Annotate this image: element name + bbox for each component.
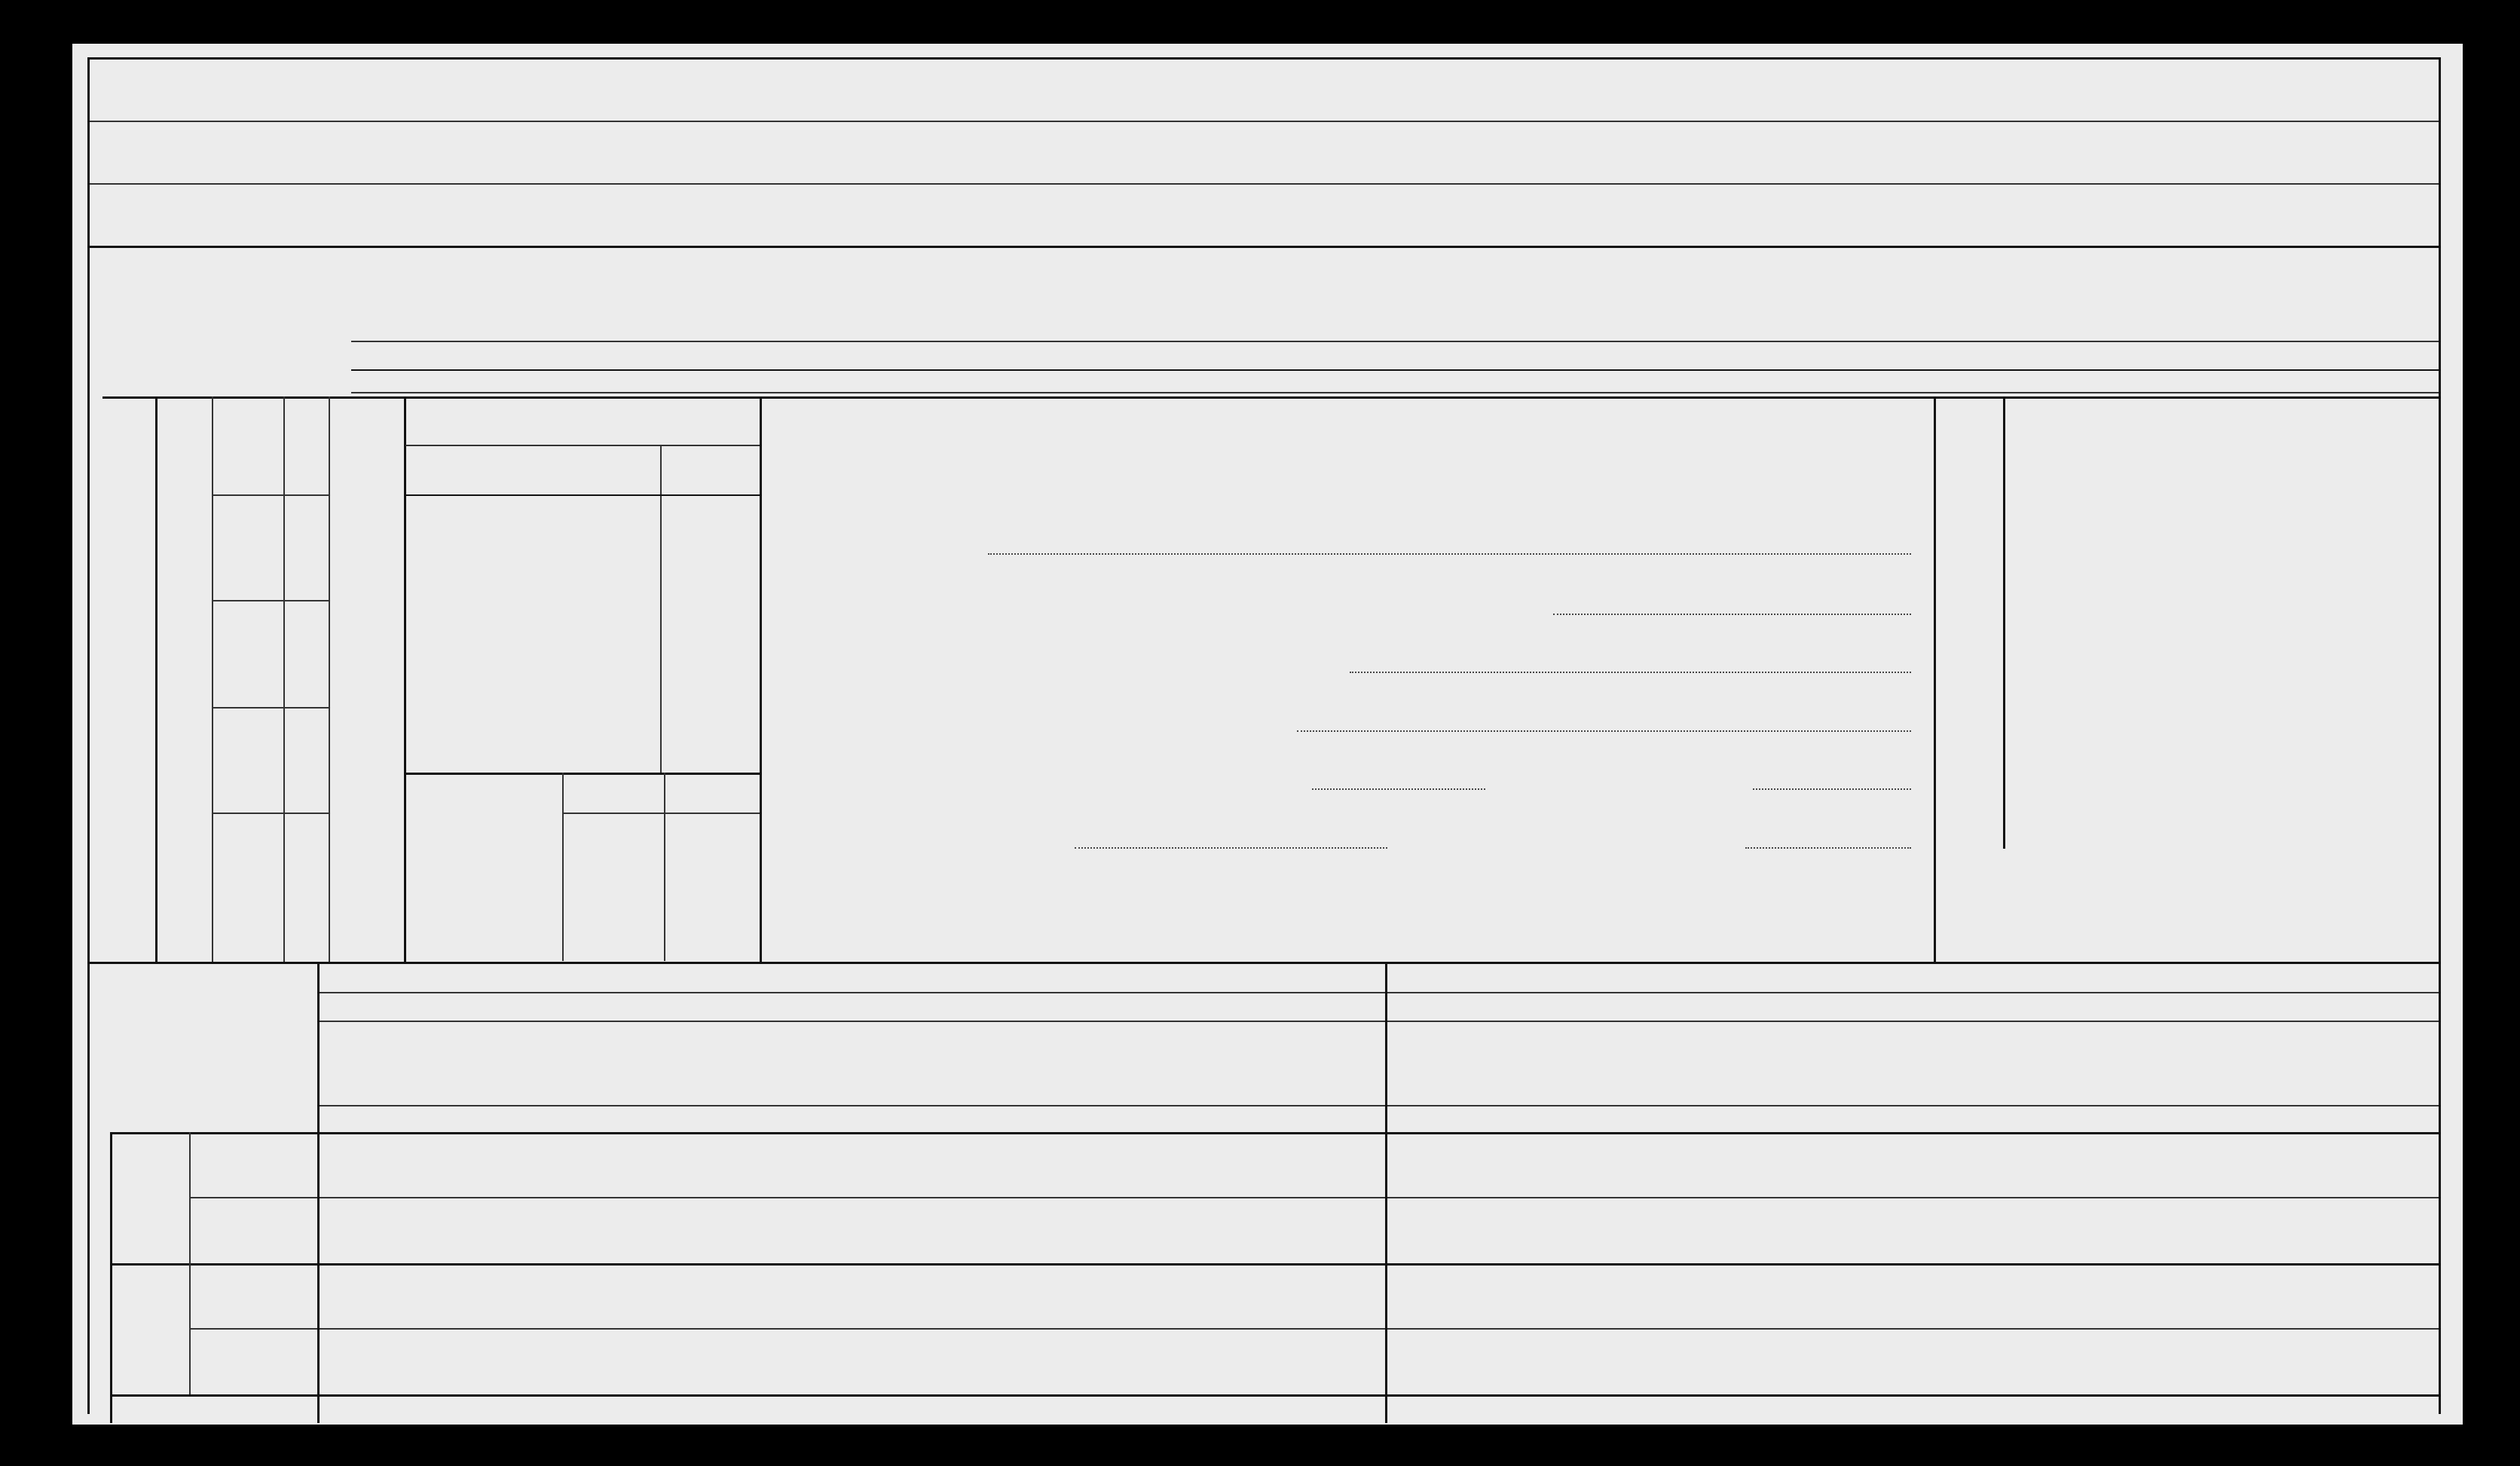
rule: [213, 494, 329, 496]
rule: [213, 600, 329, 601]
rule: [110, 1132, 2439, 1134]
rule: [1934, 396, 1936, 962]
fill-line: [1312, 788, 1485, 790]
rule: [1385, 962, 1387, 1423]
rule: [317, 992, 2439, 993]
rule: [317, 962, 320, 1423]
rule: [189, 1197, 2439, 1198]
rule: [110, 1132, 112, 1423]
fill-line: [1745, 847, 1911, 849]
rule: [2003, 396, 2005, 849]
rule: [405, 494, 760, 496]
rule: [351, 392, 2439, 393]
fill-line: [1297, 730, 1911, 732]
rule: [87, 183, 2439, 185]
fill-line: [1075, 847, 1387, 849]
rule: [351, 341, 2439, 342]
rule: [110, 1394, 2439, 1397]
rule: [283, 396, 285, 962]
group-vne-nadelnykh: [119, 1277, 164, 1390]
rule: [405, 445, 760, 446]
rule: [213, 707, 329, 709]
rule: [110, 1263, 2439, 1266]
rule: [317, 1021, 2439, 1022]
rule: [155, 396, 158, 962]
rule: [102, 396, 2439, 399]
rule: [351, 369, 2439, 371]
fill-line: [988, 553, 1911, 555]
nalichnoe-label: [1949, 466, 1986, 888]
rule: [404, 396, 406, 962]
rule: [189, 1132, 191, 1394]
rule: [213, 813, 329, 814]
skolko-naemnykh-label: [355, 436, 400, 918]
rule: [87, 57, 2439, 60]
census-card-sheet: [72, 44, 2463, 1425]
rule: [760, 396, 762, 962]
rule: [317, 1105, 2439, 1106]
fill-line: [1753, 788, 1911, 790]
rule: [212, 396, 213, 962]
rule: [189, 1328, 2439, 1330]
rule: [87, 246, 2439, 248]
rule: [564, 813, 760, 814]
rule: [87, 962, 2439, 964]
fill-line: [1350, 672, 1911, 673]
fill-line: [1553, 614, 1911, 615]
rule: [2439, 57, 2441, 1414]
rule: [87, 57, 90, 1414]
rule: [562, 773, 564, 961]
group-nadelnykh: [119, 1144, 164, 1257]
rule: [664, 773, 665, 961]
rule: [405, 773, 760, 775]
rule: [329, 396, 330, 962]
rule: [87, 121, 2439, 122]
